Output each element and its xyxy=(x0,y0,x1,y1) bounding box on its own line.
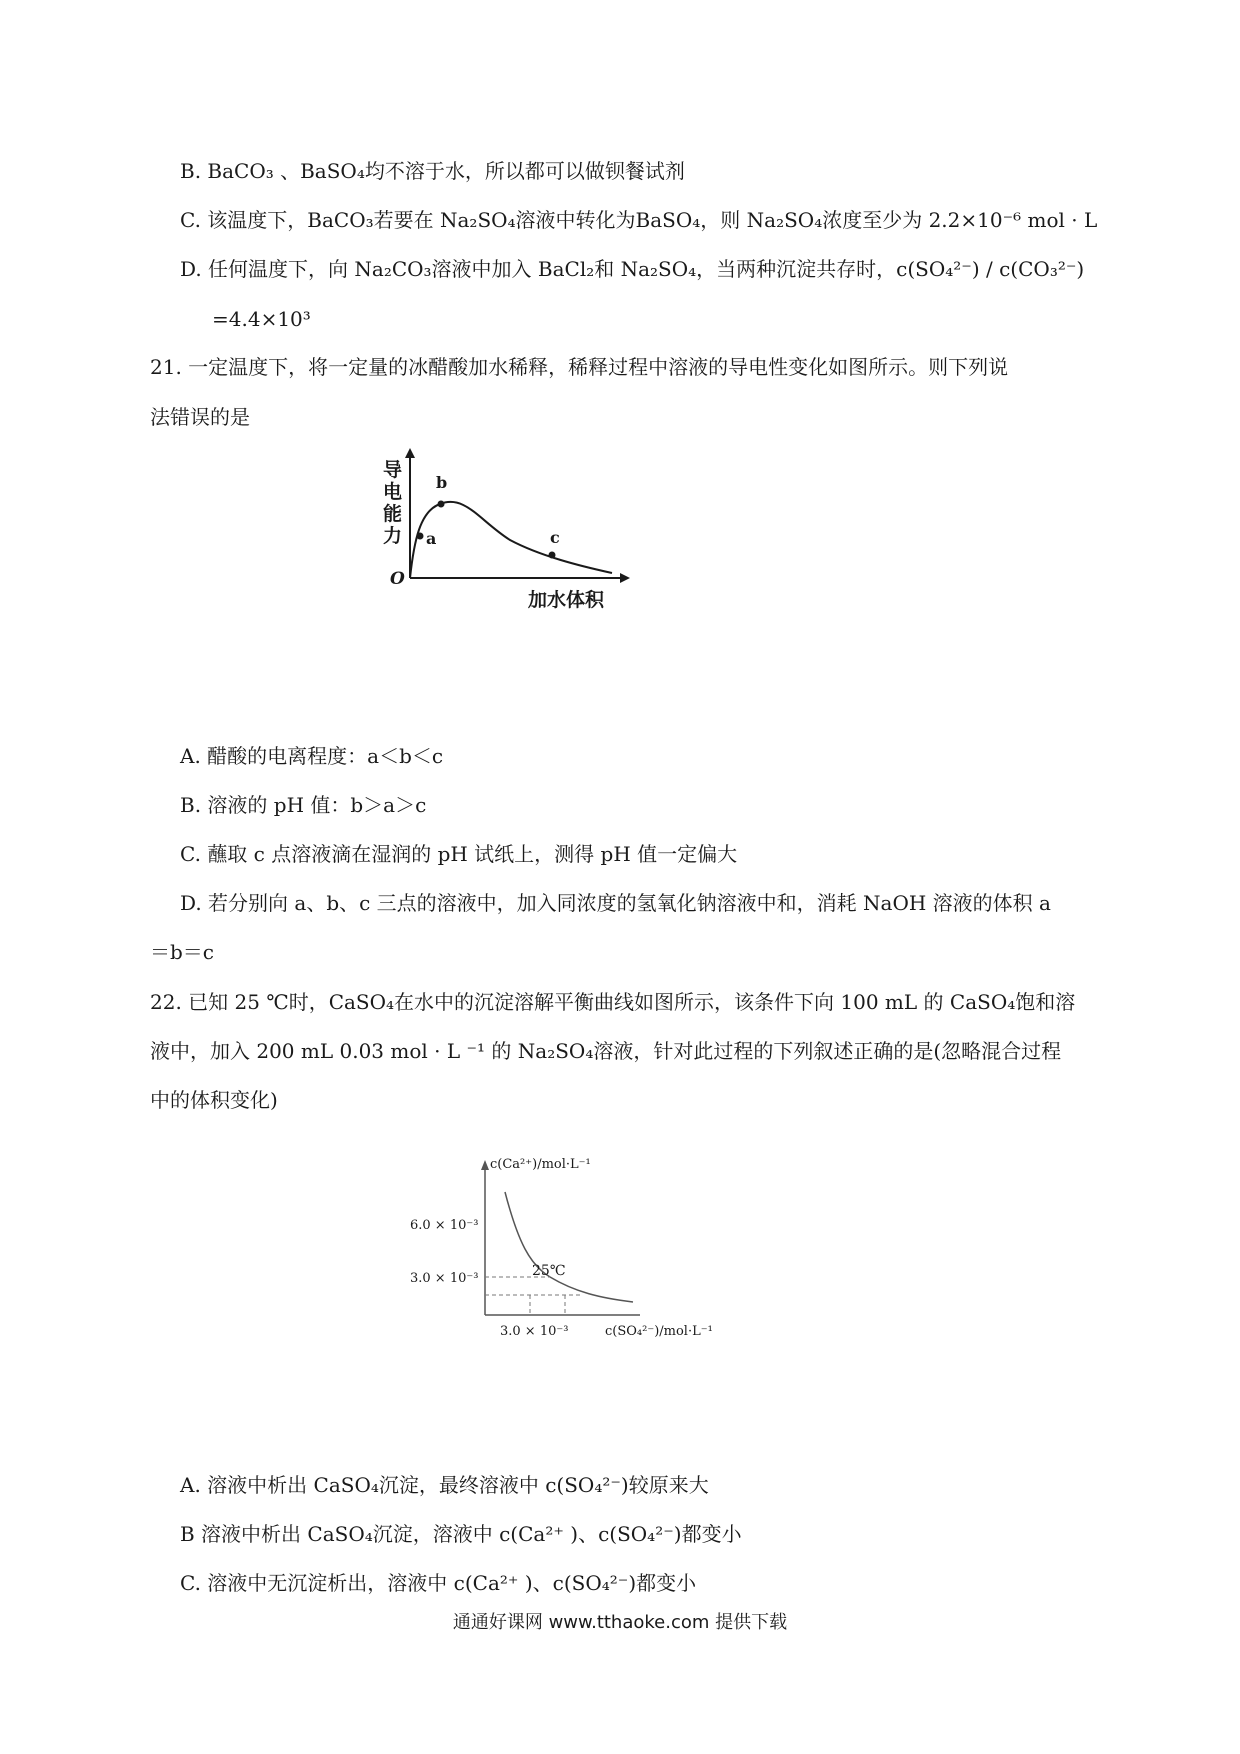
q22-stem-line1: 22. 已知 25 ℃时，CaSO₄在水中的沉淀溶解平衡曲线如图所示，该条件下向 100 mL 的 CaSO₄饱和溶 xyxy=(150,990,1076,1014)
y-axis-arrow xyxy=(405,448,415,458)
point-a-label: a xyxy=(426,529,437,548)
q21-stem-line2: 法错误的是 xyxy=(150,405,250,429)
q20-option-c: C. 该温度下，BaCO₃若要在 Na₂SO₄溶液中转化为BaSO₄，则 Na₂SO₄浓度至少为 2.2×10⁻⁶ mol · L xyxy=(180,208,1098,232)
y-axis-arrow xyxy=(481,1160,489,1170)
y-axis-label-2: 电 xyxy=(383,481,403,503)
point-c xyxy=(549,552,556,559)
y-axis-label-1: 导 xyxy=(383,459,403,481)
x-axis-arrow xyxy=(620,573,630,583)
footer-watermark: 通通好课网 www.tthaoke.com 提供下载 xyxy=(452,1612,788,1633)
point-a xyxy=(417,533,424,540)
q21-option-b: B. 溶液的 pH 值：b＞a＞c xyxy=(180,793,427,817)
curve-label-25c: 25℃ xyxy=(532,1263,566,1279)
y-axis-label-4: 力 xyxy=(383,525,403,547)
q21-option-c: C. 蘸取 c 点溶液滴在湿润的 pH 试纸上，测得 pH 值一定偏大 xyxy=(180,842,738,866)
y-axis-label-3: 能 xyxy=(383,503,403,525)
x-axis-label: c(SO₄²⁻)/mol·L⁻¹ xyxy=(605,1324,713,1339)
q22-stem-line3: 中的体积变化) xyxy=(150,1088,278,1112)
point-b-label: b xyxy=(436,473,448,492)
origin-label: O xyxy=(390,569,405,589)
conductivity-curve xyxy=(410,502,612,578)
q20-option-d-line2: =4.4×10³ xyxy=(212,307,311,331)
q22-option-a: A. 溶液中析出 CaSO₄沉淀，最终溶液中 c(SO₄²⁻)较原来大 xyxy=(180,1473,709,1497)
q20-option-d-line1: D. 任何温度下，向 Na₂CO₃溶液中加入 BaCl₂和 Na₂SO₄，当两种沉淀共存时，c(SO₄²⁻) / c(CO₃²⁻) xyxy=(180,257,1085,281)
q21-option-a: A. 醋酸的电离程度：a＜b＜c xyxy=(180,744,444,768)
q20-option-b: B. BaCO₃ 、BaSO₄均不溶于水，所以都可以做钡餐试剂 xyxy=(180,159,685,183)
q22-stem-line2: 液中，加入 200 mL 0.03 mol · L ⁻¹ 的 Na₂SO₄溶液，针对此过程的下列叙述正确的是(忽略混合过程 xyxy=(150,1039,1062,1063)
solubility-figure xyxy=(400,1150,730,1355)
y-tick-3e-3: 3.0 × 10⁻³ xyxy=(410,1271,479,1286)
point-c-label: c xyxy=(550,528,560,547)
q21-stem-line1: 21. 一定温度下，将一定量的冰醋酸加水稀释，稀释过程中溶液的导电性变化如图所示。则下列说 xyxy=(150,355,1009,379)
equilibrium-curve xyxy=(505,1192,633,1302)
y-axis-label: c(Ca²⁺)/mol·L⁻¹ xyxy=(490,1157,591,1172)
x-axis-label: 加水体积 xyxy=(528,589,605,611)
y-tick-6e-3: 6.0 × 10⁻³ xyxy=(410,1218,479,1233)
q22-option-c: C. 溶液中无沉淀析出，溶液中 c(Ca²⁺ )、c(SO₄²⁻)都变小 xyxy=(180,1571,697,1595)
point-b xyxy=(438,501,445,508)
q22-option-b: B 溶液中析出 CaSO₄沉淀，溶液中 c(Ca²⁺ )、c(SO₄²⁻)都变小 xyxy=(180,1522,742,1546)
q21-option-d-line2: ＝b＝c xyxy=(150,940,215,964)
conductivity-figure xyxy=(380,446,640,616)
x-tick-3e-3: 3.0 × 10⁻³ xyxy=(500,1324,569,1339)
q21-option-d-line1: D. 若分别向 a、b、c 三点的溶液中，加入同浓度的氢氧化钠溶液中和，消耗 NaOH 溶液的体积 a xyxy=(180,891,1051,915)
